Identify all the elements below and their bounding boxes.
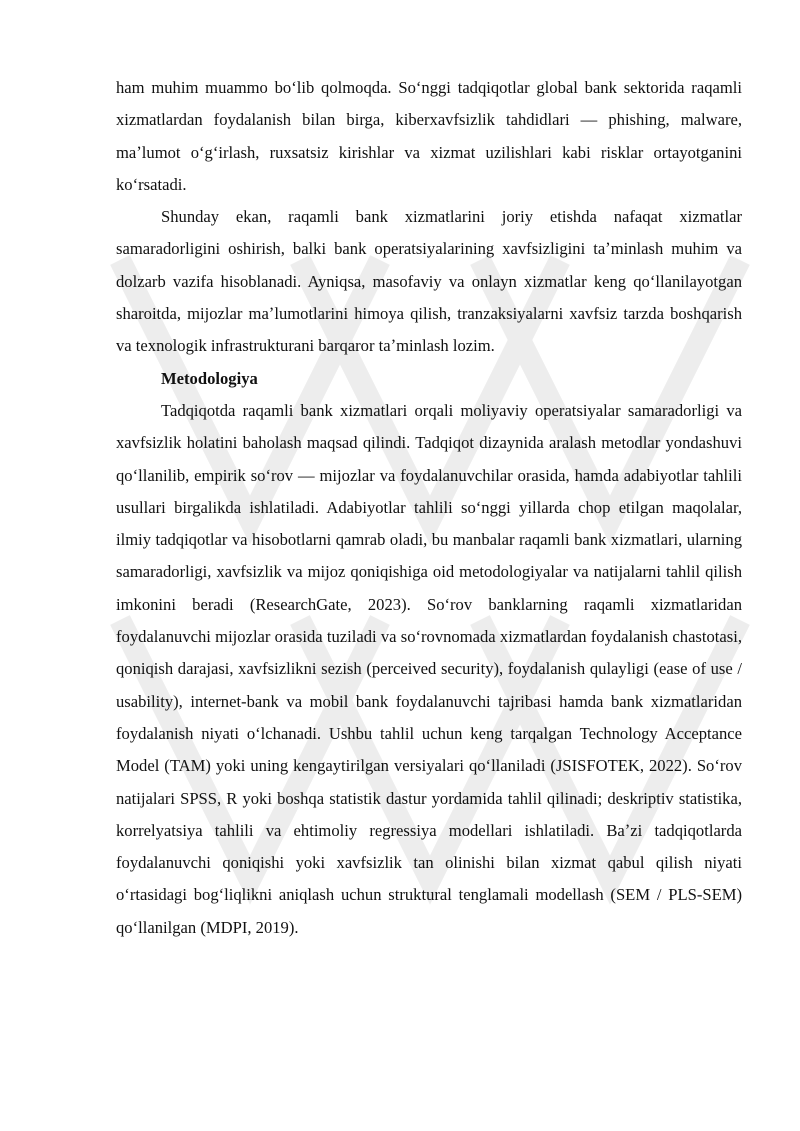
paragraph-methodology: Tadqiqotda raqamli bank xizmatlari orqali moliyaviy operatsiyalar samaradorligi va xavfsizlik holatini baholash maqsad qilindi. Tadqiqot dizaynida aralash metodlar yondashuvi qoʻllanilib, empirik soʻrov — mijozlar va foydalanuvchilar orasida, hamda adabiyotlar tahlili usullari birgalikda ishlatiladi. Adabiyotlar tahlili soʻnggi yillarda chop etilgan maqolalar, ilmiy tadqiqotlar va hisobotlarni qamrab oladi, bu manbalar raqamli bank xizmatlari, ularning samaradorligi, xavfsizlik va mijoz qoniqishiga oid metodologiyalar va natijalarni tahlil qilish imkonini beradi (ResearchGate, 2023). Soʻrov banklarning raqamli xizmatlaridan foydalanuvchi mijozlar orasida tuziladi va soʻrovnomada xizmatlardan foydalanish chastotasi, qoniqish darajasi, xavfsizlikni sezish (perceived security), foydalanish qulayligi (ease of use / usability), internet-bank va mobil bank foydalanuvchi tajribasi hamda bank xizmatlaridan foydalanish niyati oʻlchanadi. Ushbu tahlil uchun keng tarqalgan Technology Acceptance Model (TAM) yoki uning kengaytirilgan versiyalari qoʻllaniladi (JSISFOTEK, 2022). Soʻrov natijalari SPSS, R yoki boshqa statistik dastur yordamida tahlil qilinadi; deskriptiv statistika, korrelyatsiya tahlili va ehtimoliy regressiya modellari ishlatiladi. Baʼzi tadqiqotlarda foydalanuvchi qoniqishi yoki xavfsizlik tan olinishi bilan xizmat qabul qilish niyati oʻrtasidagi bogʻliqlikni aniqlash uchun struktural tenglamali modellash (SEM / PLS-SEM) qoʻllanilgan (MDPI, 2019). [116, 400, 742, 937]
paragraph-continuation: ham muhim muammo boʻlib qolmoqda. Soʻnggi tadqiqotlar global bank sektorida raqamli xizmatlardan foydalanish bilan birga, kiberxavfsizlik tahdidlari — phishing, malware, maʼlumot oʻgʻirlash, ruxsatsiz kirishlar va xizmat uzilishlari kabi risklar ortayotganini koʻrsatadi. [116, 78, 742, 194]
document-body [116, 72, 742, 944]
section-heading-methodology: Metodologiya [161, 368, 258, 388]
paragraph-digital-security: Shunday ekan, raqamli bank xizmatlarini joriy etishda nafaqat xizmatlar samaradorligini oshirish, balki bank operatsiyalarining xavfsizligini taʼminlash muhim va dolzarb vazifa hisoblanadi. Ayniqsa, masofaviy va onlayn xizmatlar keng qoʻllanilayotgan sharoitda, mijozlar maʼlumotlarini himoya qilish, tranzaksiyalarni xavfsiz tarzda boshqarish va texnologik infrastrukturani barqaror taʼminlash lozim. [116, 207, 742, 356]
